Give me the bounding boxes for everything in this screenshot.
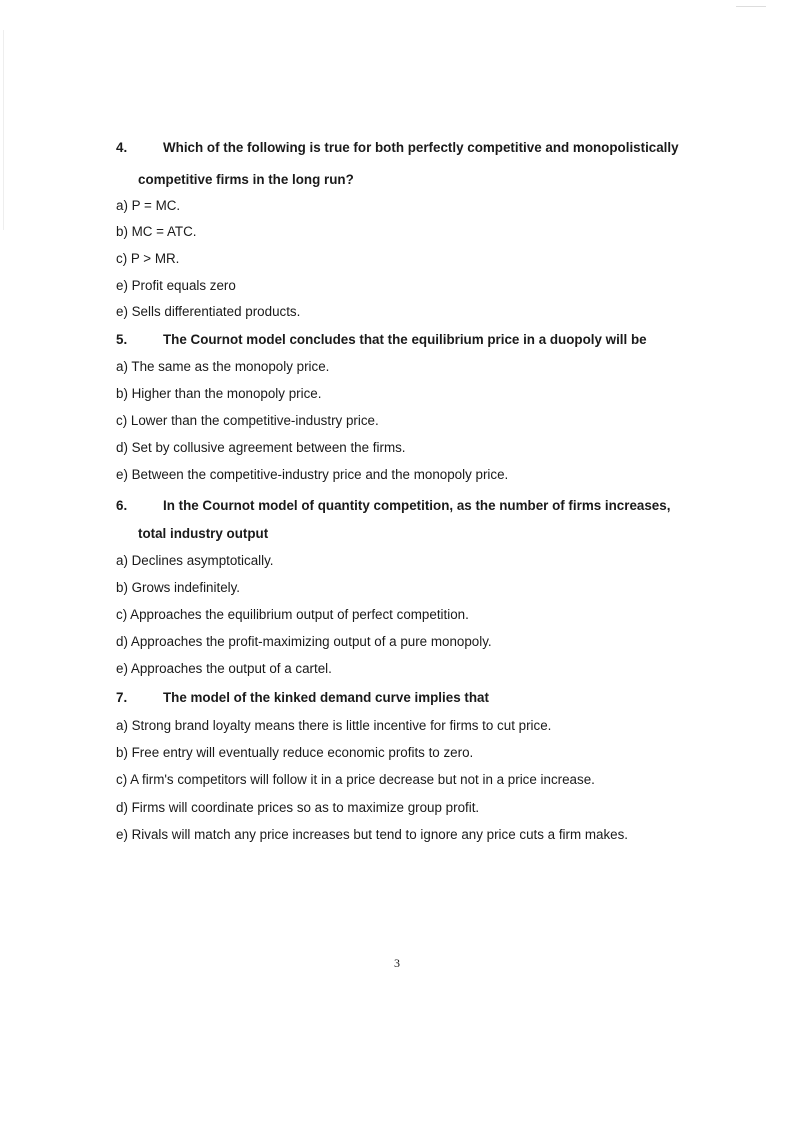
question-number: 5. — [116, 332, 128, 347]
question-heading — [116, 140, 679, 156]
page-number: 3 — [394, 956, 400, 970]
answer-option: b) Grows indefinitely. — [116, 580, 241, 595]
answer-option: c) P > MR. — [116, 251, 180, 266]
answer-option: c) Lower than the competitive-industry price. — [116, 413, 379, 428]
question-number: 7. — [116, 690, 128, 705]
question-text-continuation: total industry output — [138, 526, 269, 541]
answer-option: a) The same as the monopoly price. — [116, 359, 330, 374]
answer-option: a) P = MC. — [116, 198, 181, 213]
answer-option: d) Firms will coordinate prices so as to maximize group profit. — [116, 800, 480, 815]
answer-option: e) Approaches the output of a cartel. — [116, 661, 332, 676]
answer-option: c) Approaches the equilibrium output of perfect competition. — [116, 607, 469, 622]
question-text: Which of the following is true for both perfectly competitive and monopolistically — [163, 140, 679, 155]
question-text-continuation: competitive firms in the long run? — [138, 172, 354, 187]
question-text: The model of the kinked demand curve implies that — [163, 690, 489, 705]
answer-option: c) A firm's competitors will follow it in a price decrease but not in a price increase. — [116, 772, 595, 787]
answer-option: e) Between the competitive-industry price and the monopoly price. — [116, 467, 509, 482]
answer-option: e) Profit equals zero — [116, 278, 236, 293]
answer-option: d) Set by collusive agreement between the firms. — [116, 440, 406, 455]
answer-option: a) Declines asymptotically. — [116, 553, 274, 568]
question-heading — [116, 332, 647, 348]
answer-option: e) Sells differentiated products. — [116, 304, 301, 319]
question-number: 4. — [116, 140, 128, 155]
question-heading — [116, 498, 670, 514]
answer-option: b) Free entry will eventually reduce economic profits to zero. — [116, 745, 474, 760]
question-heading — [116, 690, 489, 706]
question-number: 6. — [116, 498, 128, 513]
answer-option: e) Rivals will match any price increases but tend to ignore any price cuts a firm makes. — [116, 827, 629, 842]
answer-option: a) Strong brand loyalty means there is little incentive for firms to cut price. — [116, 718, 552, 733]
answer-option: b) MC = ATC. — [116, 224, 197, 239]
question-text: In the Cournot model of quantity competition, as the number of firms increases, — [163, 498, 671, 513]
scan-edge-mark — [736, 6, 766, 7]
scan-edge-mark — [3, 30, 4, 230]
answer-option: b) Higher than the monopoly price. — [116, 386, 322, 401]
answer-option: d) Approaches the profit-maximizing output of a pure monopoly. — [116, 634, 492, 649]
question-text: The Cournot model concludes that the equilibrium price in a duopoly will be — [163, 332, 647, 347]
